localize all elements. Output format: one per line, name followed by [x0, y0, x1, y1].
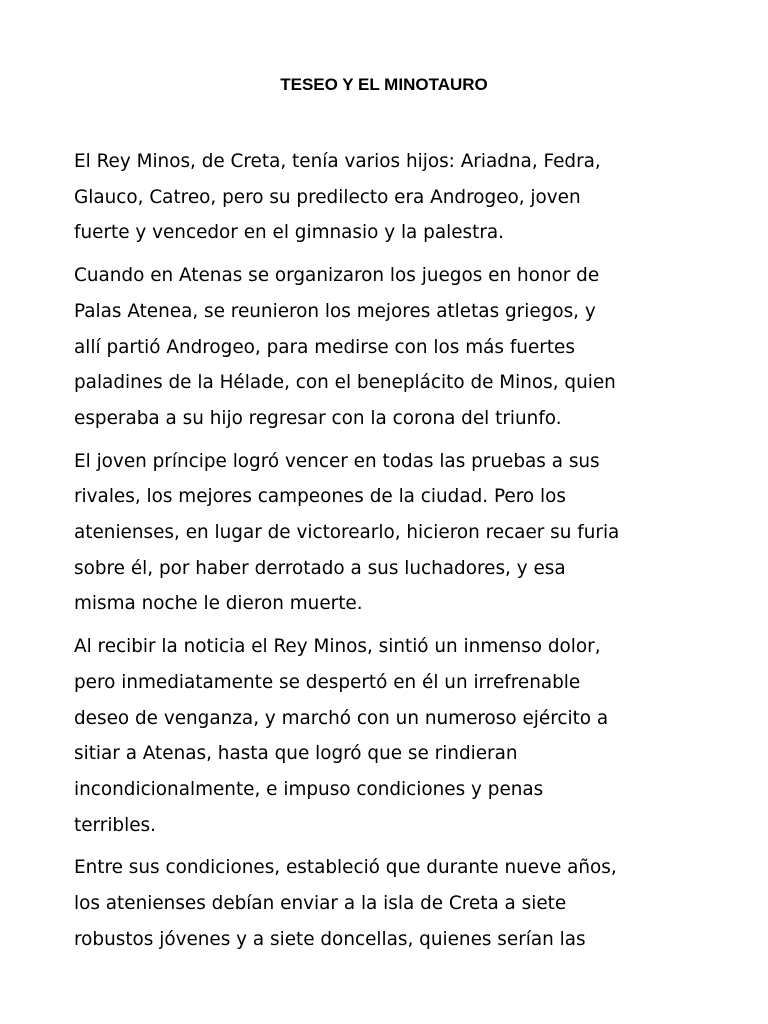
text-line: terribles.: [74, 814, 156, 836]
paragraph-3: [74, 444, 714, 623]
text-line: Al recibir la noticia el Rey Minos, sintió un inmenso dolor,: [74, 636, 601, 658]
text-line: pero inmediatamente se despertó en él un irrefrenable: [74, 671, 581, 693]
text-line: deseo de venganza, y marchó con un numeroso ejército a: [74, 707, 609, 729]
text-line: rivales, los mejores campeones de la ciudad. Pero los: [74, 486, 566, 508]
text-line: robustos jóvenes y a siete doncellas, quienes serían las: [74, 928, 586, 950]
text-line: El Rey Minos, de Creta, tenía varios hijos: Ariadna, Fedra,: [74, 151, 601, 172]
text-line: incondicionalmente, e impuso condiciones y penas: [74, 778, 544, 800]
text-line: El joven príncipe logró vencer en todas las pruebas a sus: [74, 450, 600, 472]
text-line: paladines de la Hélade, con el beneplácito de Minos, quien: [74, 372, 616, 394]
text-line: allí partió Androgeo, para medirse con los más fuertes: [74, 336, 575, 358]
text-line: esperaba a su hijo regresar con la corona del triunfo.: [74, 407, 562, 429]
document-body: [74, 144, 714, 964]
text-line: los atenienses debían enviar a la isla de Creta a siete: [74, 893, 567, 915]
text-line: Palas Atenea, se reunieron los mejores atletas griegos, y: [74, 300, 596, 322]
text-line: Glauco, Catreo, pero su predilecto era Androgeo, joven: [74, 186, 581, 208]
text-line: Entre sus condiciones, estableció que durante nueve años,: [74, 857, 617, 879]
text-line: fuerte y vencedor en el gimnasio y la palestra.: [74, 222, 505, 244]
text-line: misma noche le dieron muerte.: [74, 593, 363, 615]
paragraph-4: [74, 629, 714, 843]
text-line: atenienses, en lugar de victorearlo, hicieron recaer su furia: [74, 522, 620, 544]
document-title: TESEO Y EL MINOTAURO: [280, 75, 488, 94]
paragraph-5: [74, 850, 714, 957]
text-line: sitiar a Atenas, hasta que logró que se rindieran: [74, 743, 518, 765]
paragraph-1: [74, 144, 714, 251]
text-line: sobre él, por haber derrotado a sus luchadores, y esa: [74, 557, 566, 579]
paragraph-2: [74, 258, 714, 437]
text-line: Cuando en Atenas se organizaron los juegos en honor de: [74, 265, 600, 287]
